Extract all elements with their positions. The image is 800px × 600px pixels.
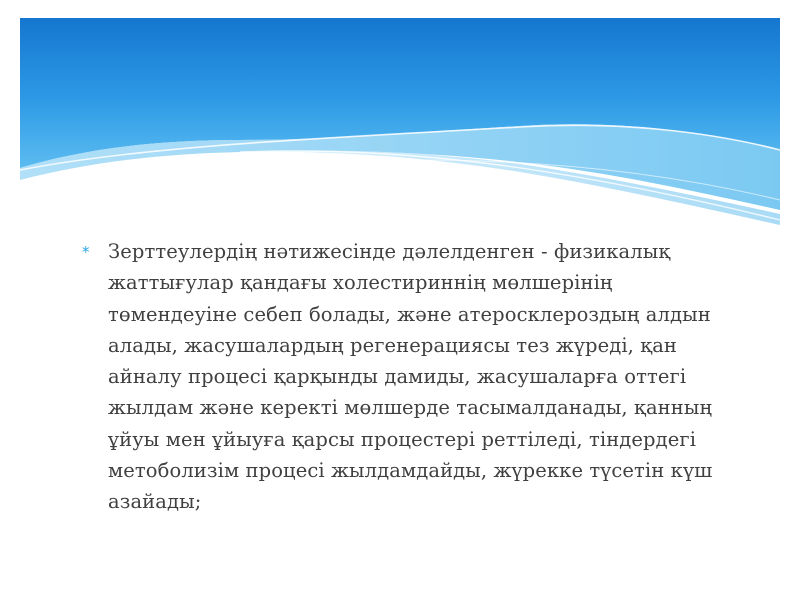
bullet-marker: * (82, 243, 90, 261)
bullet-text: Зерттеулердің нәтижесінде дәлелденген - физикалық жаттығулар қандағы холестириннің мөлшерінің төмендеуіне себеп болады, және атеросклероздың алдын алады, жасушалардың регенерациясы тез жүреді, қан айналу процесі қарқынды дамиды, жасушаларға оттегі жылдам және керекті мөлшерде тасымалданады, қанның ұйуы мен ұйыуға қарсы процестері реттіледі, тіндердегі метоболизім процесі жылдамдайды, жүрекке түсетін күш азайады; (108, 240, 713, 514)
bullet-item (82, 236, 732, 518)
slide-content (82, 236, 732, 518)
header-wave-decoration (0, 0, 800, 240)
